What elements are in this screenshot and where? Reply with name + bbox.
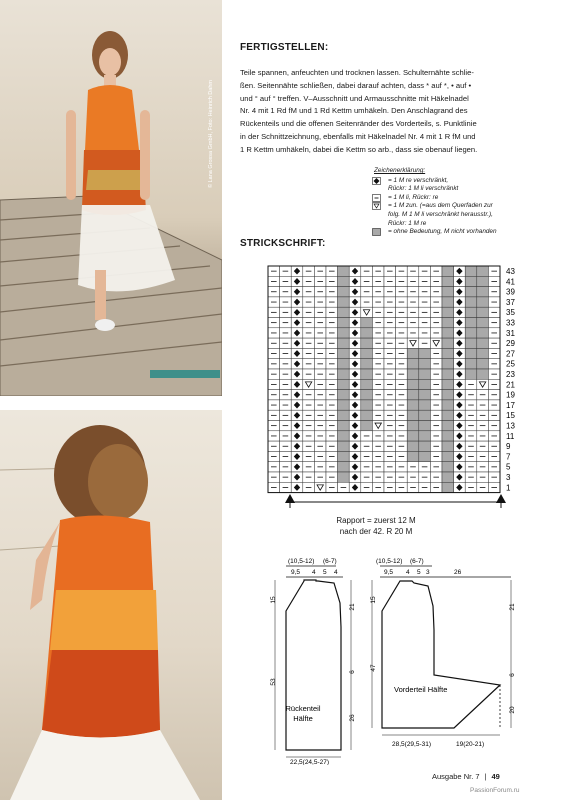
chart-row-label: 3: [506, 472, 511, 482]
knitting-chart: [266, 264, 556, 514]
chart-row-label: 41: [506, 277, 515, 287]
chart-cell: [465, 287, 477, 297]
svg-text:4: 4: [312, 569, 316, 576]
chart-cell: [465, 297, 477, 307]
svg-text:15: 15: [270, 596, 277, 604]
chart-cell: [465, 307, 477, 317]
svg-text:53: 53: [270, 678, 277, 686]
chart-cell: [361, 369, 373, 379]
chart-cell: [338, 287, 350, 297]
chart-row-label: 15: [506, 411, 515, 421]
chart-cell: [442, 328, 454, 338]
chart-cell: [419, 369, 431, 379]
chart-cell: [442, 400, 454, 410]
chart-cell: [477, 266, 489, 276]
chart-cell: [419, 421, 431, 431]
photo-woman-back-view: [0, 410, 222, 800]
diamond-symbol-icon: [372, 177, 382, 185]
chart-cell: [407, 379, 419, 389]
chart-cell: [465, 328, 477, 338]
chart-row-label: 17: [506, 400, 515, 410]
chart-row-label: 39: [506, 287, 515, 297]
chart-cell: [419, 451, 431, 461]
chart-row-label: 43: [506, 266, 515, 276]
chart-row-label: 13: [506, 421, 515, 431]
chart-row-label: 33: [506, 318, 515, 328]
chart-cell: [442, 482, 454, 492]
issue-label: Ausgabe Nr. 7: [432, 772, 480, 781]
rapport-note: Rapport = zuerst 12 M nach der 42. R 20 M: [336, 516, 416, 536]
chart-row-label: 23: [506, 369, 515, 379]
chart-cell: [303, 379, 315, 389]
chart-cell: [338, 431, 350, 441]
chart-cell: [442, 369, 454, 379]
chart-cell: [442, 348, 454, 358]
chart-cell: [338, 462, 350, 472]
chart-cell: [419, 379, 431, 389]
chart-cell: [361, 400, 373, 410]
chart-cell: [442, 338, 454, 348]
svg-text:15: 15: [370, 596, 377, 604]
svg-text:4: 4: [406, 569, 410, 576]
chart-row-label: 7: [506, 452, 511, 462]
text-line: Nr. 4 mit 1 Rd fM und 1 Rd Kettm umhäkeln. Den Anschlagrand des: [240, 106, 468, 116]
chart-cell: [477, 307, 489, 317]
chart-cell: [465, 318, 477, 328]
chart-cell: [442, 441, 454, 451]
chart-cell: [338, 318, 350, 328]
chart-cell: [419, 390, 431, 400]
chart-cell: [361, 359, 373, 369]
chart-cell: [477, 276, 489, 286]
chart-cell: [430, 338, 442, 348]
chart-cell: [465, 266, 477, 276]
chart-cell: [419, 348, 431, 358]
legend-item-diamond: = 1 M re verschränkt, Rückr: 1 M li verschränkt: [374, 177, 554, 194]
chart-row-label: 19: [506, 390, 515, 400]
dim-back-top-top: (10,5-12): [288, 558, 315, 565]
chart-cell: [338, 379, 350, 389]
chart-cell: [338, 421, 350, 431]
chart-cell: [338, 400, 350, 410]
symbol-legend: [374, 167, 554, 237]
chart-cell: [442, 421, 454, 431]
chart-cell: [372, 421, 384, 431]
chart-cell: [338, 276, 350, 286]
text-line: Teile spannen, anfeuchten und trocknen lassen. Schulternähte schlie-: [240, 68, 474, 77]
chart-cell: [338, 410, 350, 420]
chart-cell: [477, 369, 489, 379]
svg-text:9,5: 9,5: [384, 569, 394, 576]
chart-cell: [419, 400, 431, 410]
chart-cell: [338, 297, 350, 307]
text-line: ßen. Seitennähte schließen, dabei darauf achten, dass * auf *, • auf •: [240, 80, 472, 90]
svg-text:28,5(29,5-31): 28,5(29,5-31): [392, 741, 432, 748]
chart-cell: [477, 297, 489, 307]
chart-row-label: 31: [506, 328, 515, 338]
chart-cell: [361, 318, 373, 328]
chart-cell: [442, 276, 454, 286]
section-title-fertigstellen: FERTIGSTELLEN:: [240, 42, 329, 53]
chart-cell: [465, 359, 477, 369]
chart-cell: [361, 410, 373, 420]
chart-cell: [361, 307, 373, 317]
chart-cell: [442, 431, 454, 441]
legend-item-grey: = ohne Bedeutung, M nicht vorhanden: [374, 228, 554, 237]
chart-cell: [361, 379, 373, 389]
chart-cell: [338, 441, 350, 451]
chart-cell: [407, 369, 419, 379]
finishing-instructions: [240, 67, 550, 157]
chart-cell: [477, 348, 489, 358]
chart-cell: [477, 359, 489, 369]
svg-text:5: 5: [417, 569, 421, 576]
chart-cell: [338, 369, 350, 379]
svg-text:26: 26: [454, 569, 462, 576]
chart-cell: [477, 287, 489, 297]
chart-row-label: 21: [506, 380, 515, 390]
chart-row-label: 29: [506, 339, 515, 349]
chart-cell: [407, 359, 419, 369]
grey-cell-icon: [372, 228, 382, 236]
chart-cell: [407, 451, 419, 461]
chart-cell: [338, 390, 350, 400]
page-footer: Ausgabe Nr. 7 | 49: [432, 772, 500, 781]
chart-cell: [314, 482, 326, 492]
chart-cell: [338, 338, 350, 348]
svg-text:4: 4: [334, 569, 338, 576]
chart-cell: [338, 472, 350, 482]
page-number: 49: [491, 772, 500, 781]
watermark: PassionForum.ru: [470, 787, 520, 794]
svg-text:(6-7): (6-7): [410, 558, 424, 565]
chart-cell: [407, 338, 419, 348]
chart-cell: [338, 307, 350, 317]
chart-cell: [338, 328, 350, 338]
chart-cell: [465, 348, 477, 358]
triangle-symbol-icon: [372, 202, 382, 210]
text-line: in der Schnittzeichnung, ebenfalls mit Häkelnadel Nr. 4 mit 1 R fM und: [240, 131, 476, 141]
chart-cell: [407, 441, 419, 451]
photo-woman-on-boardwalk: [0, 0, 222, 396]
chart-cell: [442, 318, 454, 328]
chart-cell: [419, 431, 431, 441]
label-haelfte: Hälfte: [293, 714, 313, 723]
chart-cell: [407, 431, 419, 441]
chart-cell: [442, 472, 454, 482]
chart-row-label: 5: [506, 462, 511, 472]
chart-cell: [477, 379, 489, 389]
chart-cell: [442, 410, 454, 420]
chart-row-label: 35: [506, 308, 515, 318]
chart-row-label: 37: [506, 297, 515, 307]
text-line: Rückenteils und die offenen Seitenränder des Vorderteils, s. Punktlinie: [240, 119, 477, 129]
label-rueckenteil: Rückenteil: [285, 704, 321, 713]
chart-cell: [419, 410, 431, 420]
svg-text:6: 6: [349, 670, 356, 674]
chart-row-label: 11: [506, 431, 515, 441]
text-line: 1 R Kettm umhäkeln, dabei die Kettm so arb., dass sie obenauf liegen.: [240, 144, 478, 154]
chart-cell: [477, 318, 489, 328]
chart-cell: [442, 390, 454, 400]
svg-text:5: 5: [323, 569, 327, 576]
chart-cell: [442, 462, 454, 472]
chart-cell: [442, 359, 454, 369]
chart-cell: [361, 421, 373, 431]
chart-cell: [407, 390, 419, 400]
dim-back-bottom: 22,5(24,5-27): [290, 759, 330, 765]
svg-text:21: 21: [509, 603, 516, 611]
legend-item-dash: = 1 M li, Rückr: re: [374, 194, 554, 203]
chart-row-label: 9: [506, 442, 511, 452]
dim-back-top-top2: (6-7): [323, 558, 337, 565]
svg-text:6: 6: [509, 673, 516, 677]
schematic-front-half: [366, 550, 536, 765]
chart-cell: [442, 297, 454, 307]
chart-cell: [338, 348, 350, 358]
chart-cell: [361, 390, 373, 400]
legend-item-triangle: = 1 M zun. (=aus dem Querfaden zur folg. M 1 M li verschränkt herausstr.), Rückr: 1 M re: [374, 202, 554, 228]
chart-cell: [361, 338, 373, 348]
chart-cell: [442, 451, 454, 461]
chart-cell: [442, 379, 454, 389]
chart-cell: [465, 338, 477, 348]
chart-cell: [338, 266, 350, 276]
chart-cell: [407, 410, 419, 420]
chart-cell: [442, 266, 454, 276]
svg-text:20: 20: [509, 706, 516, 714]
svg-text:47: 47: [370, 664, 377, 672]
chart-cell: [477, 328, 489, 338]
rapport-arrow: [285, 494, 506, 508]
svg-text:3: 3: [426, 569, 430, 576]
chart-row-label: 25: [506, 359, 515, 369]
chart-cell: [477, 338, 489, 348]
chart-cell: [465, 276, 477, 286]
chart-cell: [361, 328, 373, 338]
chart-cell: [407, 348, 419, 358]
photo-credit: © Lana Grossa GmbH, Foto: Heinrich Dahm: [208, 80, 214, 188]
svg-text:9,5: 9,5: [291, 569, 301, 576]
svg-text:26: 26: [349, 714, 356, 722]
chart-cell: [465, 369, 477, 379]
svg-text:(10,5-12): (10,5-12): [376, 558, 403, 565]
chart-cell: [361, 348, 373, 358]
chart-cell: [407, 400, 419, 410]
chart-row-label: 1: [506, 483, 511, 493]
chart-cell: [407, 421, 419, 431]
chart-cell: [338, 451, 350, 461]
chart-cell: [419, 359, 431, 369]
chart-cell: [338, 359, 350, 369]
section-title-strickschrift: STRICKSCHRIFT:: [240, 238, 326, 249]
chart-cell: [442, 287, 454, 297]
svg-text:19(20-21): 19(20-21): [456, 741, 485, 748]
label-vorderteil: Vorderteil Hälfte: [394, 685, 448, 694]
dash-symbol-icon: [372, 194, 382, 202]
chart-cell: [419, 441, 431, 451]
chart-row-label: 27: [506, 349, 515, 359]
svg-text:21: 21: [349, 603, 356, 611]
text-line: und ° auf ° treffen. V–Ausschnitt und Armausschnitte mit Häkelnadel: [240, 93, 469, 103]
chart-cell: [442, 307, 454, 317]
legend-title: Zeichenerklärung:: [374, 167, 426, 174]
